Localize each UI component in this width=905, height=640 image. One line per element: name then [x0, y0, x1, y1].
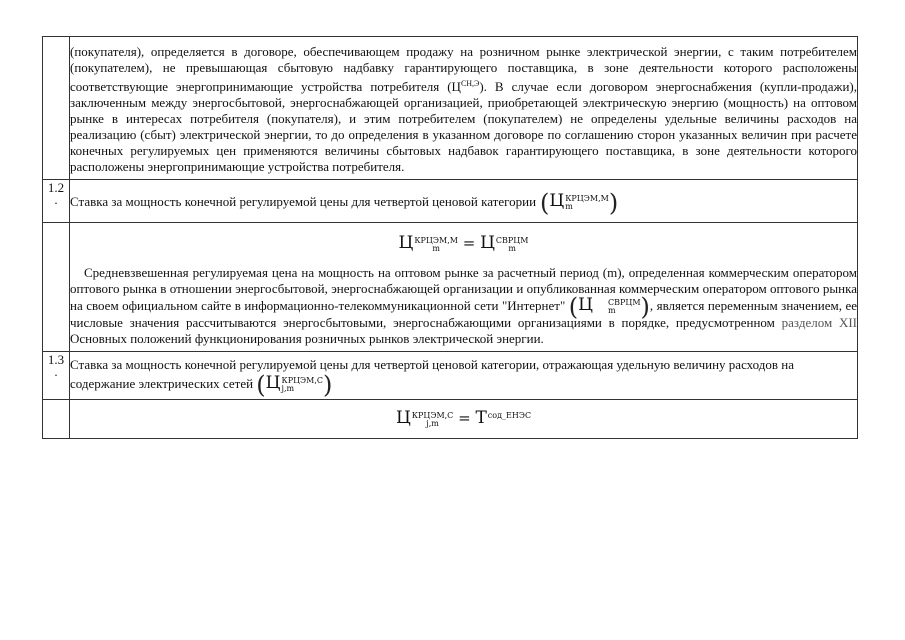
row-number-cell	[43, 400, 70, 439]
continued-text-cell	[70, 37, 858, 180]
row-title-cell	[70, 352, 858, 400]
row-number-cell	[43, 37, 70, 180]
table-row	[43, 223, 858, 352]
row-title: Ставка за мощность конечной регулируемой цены для четвертой ценовой категории, отражающая удельную величину расходов на содержание электрических сетей (Ц КРЦЭМ,С j,m )	[70, 357, 795, 399]
price-symbol: (Ц КРЦЭМ,С j,m )	[256, 371, 333, 399]
table-row	[43, 400, 858, 439]
row-body-cell	[70, 223, 858, 352]
row-title-cell	[70, 180, 858, 223]
table-row	[43, 180, 858, 223]
tariff-table	[42, 36, 858, 439]
formula: Ц КРЦЭМ,М m = Ц СВРЦМ m	[398, 233, 529, 253]
table-row	[43, 37, 858, 180]
row-number-cell: 1.3 .	[43, 352, 70, 400]
section-link[interactable]: разделом XII	[781, 315, 857, 330]
row-number-cell	[43, 223, 70, 352]
description-paragraph: Средневзвешенная регулируемая цена на мощность на оптовом рынке за расчетный период (m), определенная коммерческим оператором оптового рынка в отношении энергосбытовой, энергоснабжающей организации и опубликованная коммерческим оператором оптового рынка на своем официальном сайте в информационно-телекоммуникационной сети "Интернет" (Ц СВРЦМ m ), является переменным значением, ее числовые значения рассчитываются энергосбытовыми, энергоснабжающими организациями в порядке, предусмотренном разделом XII Основных положений функционирования розничных рынков электрической энергии.	[70, 265, 858, 346]
row-number: 1.2	[47, 180, 65, 195]
table-row	[43, 352, 858, 400]
row-title: Ставка за мощность конечной регулируемой цены для четвертой ценовой категории	[70, 194, 537, 209]
row-body-cell	[70, 400, 858, 439]
formula: Ц КРЦЭМ,С j,m = Т сод_ЕНЭС	[395, 408, 532, 428]
price-symbol: (Ц СВРЦМ m )	[568, 293, 650, 321]
price-symbol: (Ц КРЦЭМ,М m )	[540, 189, 619, 217]
row-number: 1.3	[47, 352, 65, 367]
continued-paragraph: (покупателя), определяется в договоре, обеспечивающем продажу на розничном рынке электрической энергии, с таким потребителем (покупателем), не превышающая сбытовую надбавку гарантирующего поставщика, в зоне деятельности которого расположены соответствующие энергопринимающие устройства потребителя $(Ц^{СН,Э})$. В случае если договором энергоснабжения (купли-продажи), заключенным между энергосбытовой, энергоснабжающей организацией, приобретающей электрическую энергию (мощность) на оптовом рынке в интересах потребителя (покупателя), и этим потребителем (покупателем) не определены удельные величины расходов на реализацию (сбыт) электрической энергии, то до определения в указанном договоре по соглашению сторон указанных величин при расчете конечных регулируемых цен применяются величины сбытовых надбавок гарантирующего поставщика, в зоне деятельности которого расположены энергопринимающие устройства потребителя.	[70, 44, 858, 174]
row-number-cell: 1.2 .	[43, 180, 70, 223]
